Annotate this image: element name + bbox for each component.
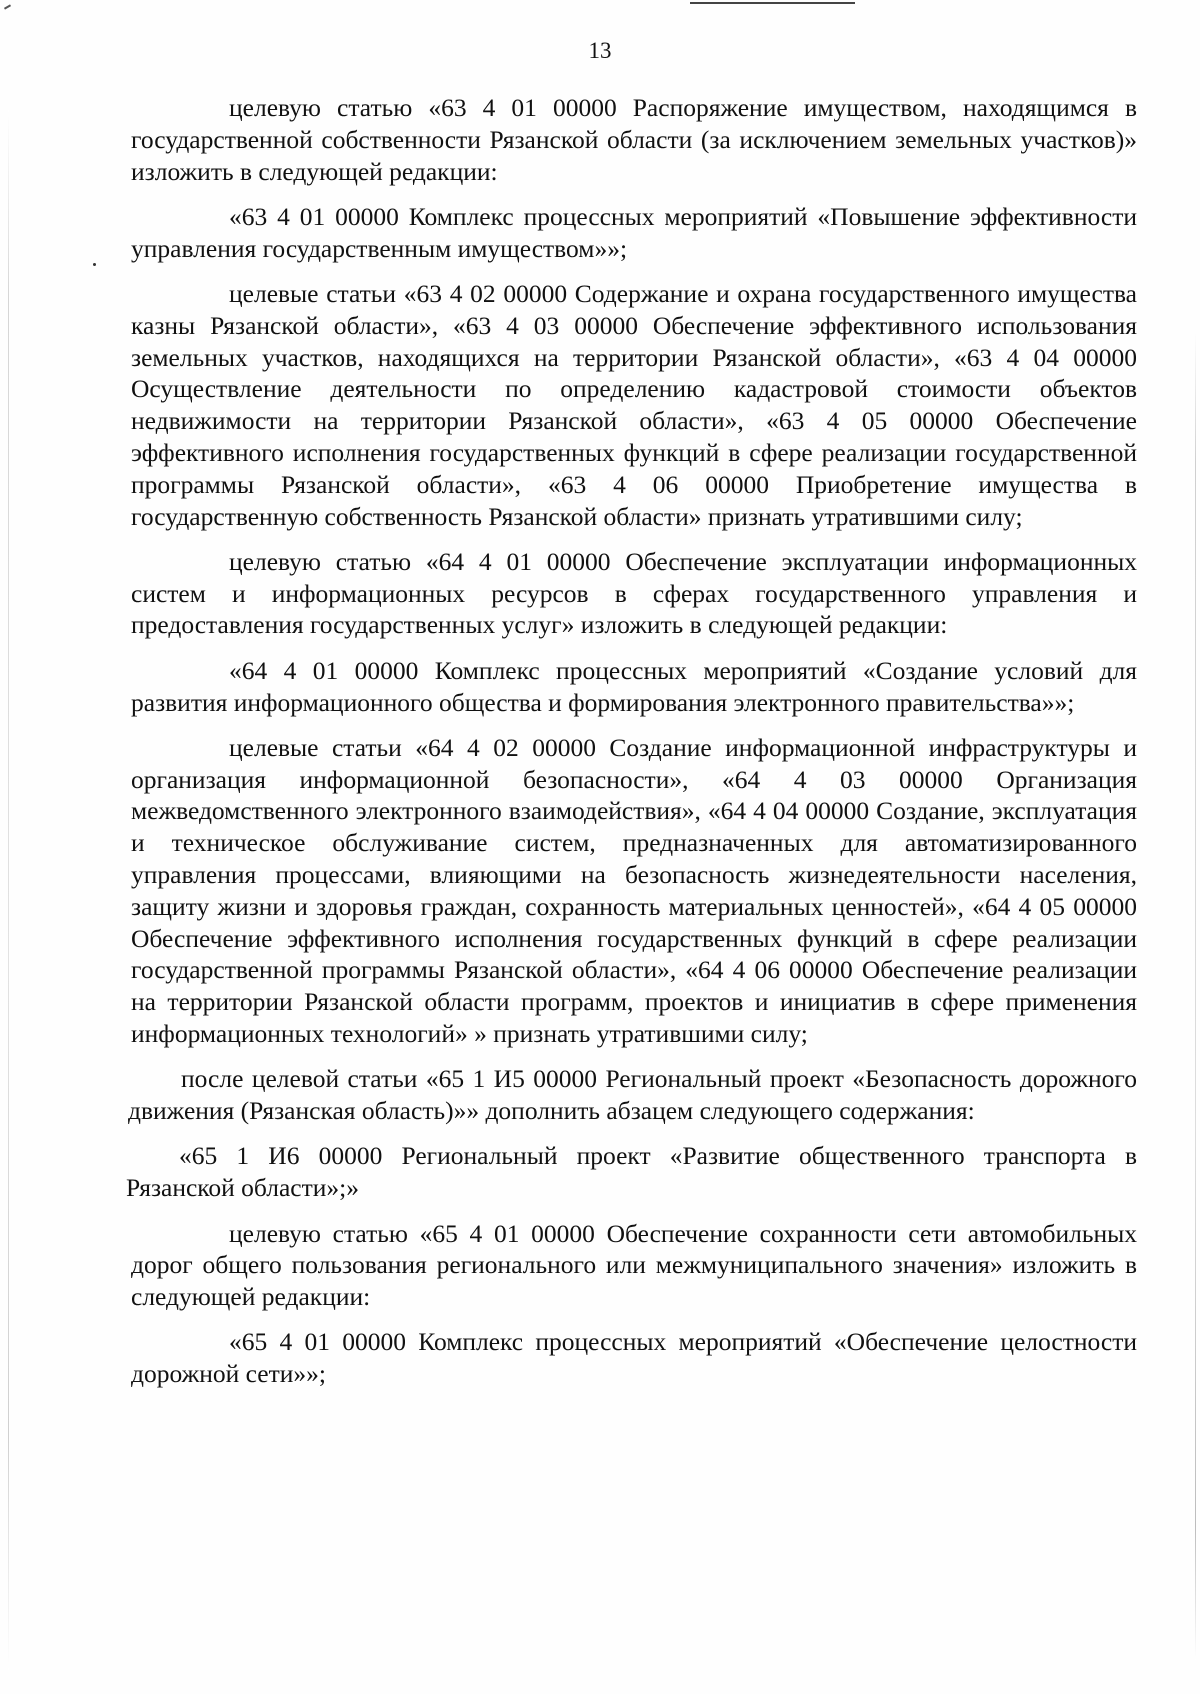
paragraph: «64 4 01 00000 Комплекс процессных мероприятий «Создание условий для развития информационного общества и формирования электронного правительства»»; (131, 655, 1137, 717)
document-body (126, 92, 1137, 1403)
paragraph: «65 1 И6 00000 Региональный проект «Развитие общественного транспорта в Рязанской области»;» (126, 1141, 1137, 1203)
paragraph: целевую статью «65 4 01 00000 Обеспечение сохранности сети автомобильных дорог общего пользования регионального или межмуниципального значения» изложить в следующей редакции: (131, 1218, 1137, 1312)
scan-artifact-dot (93, 263, 96, 266)
page-number: 13 (588, 38, 612, 63)
scan-artifact-corner (4, 4, 11, 9)
paragraph: «65 4 01 00000 Комплекс процессных мероприятий «Обеспечение целостности дорожной сети»»; (131, 1327, 1137, 1389)
scan-artifact-right-edge (1195, 330, 1196, 1660)
scan-artifact-left-edge (8, 110, 9, 1670)
paragraph: «63 4 01 00000 Комплекс процессных мероприятий «Повышение эффективности управления государственным имуществом»»; (131, 201, 1137, 263)
paragraph: целевые статьи «63 4 02 00000 Содержание и охрана государственного имущества казны Рязанской области», «63 4 03 00000 Обеспечение эффективного использования земельных участков, находящихся на территории Рязанской области», «63 4 04 00000 Осуществление деятельности по определению кадастровой стоимости объектов недвижимости на территории Рязанской области», «63 4 05 00000 Обеспечение эффективного исполнения государственных функций в сфере реализации государственной программы Рязанской области», «63 4 06 00000 Приобретение имущества в государственную собственность Рязанской области» признать утратившими силу; (131, 278, 1137, 531)
paragraph: после целевой статьи «65 1 И5 00000 Региональный проект «Безопасность дорожного движения (Рязанская область)»» дополнить абзацем следующего содержания: (128, 1064, 1137, 1126)
paragraph: целевую статью «63 4 01 00000 Распоряжение имуществом, находящимся в государственной собственности Рязанской области (за исключением земельных участков)» изложить в следующей редакции: (131, 93, 1137, 186)
scan-artifact-top (690, 2, 855, 4)
paragraph: целевую статью «64 4 01 00000 Обеспечение эксплуатации информационных систем и информационных ресурсов в сферах государственного управления и предоставления государственных услуг» изложить в следующей редакции: (131, 546, 1137, 640)
paragraph: целевые статьи «64 4 02 00000 Создание информационной инфраструктуры и организация информационной безопасности», «64 4 03 00000 Организация межведомственного электронного взаимодействия», «64 4 04 00000 Создание, эксплуатация и техническое обслуживание систем, предназначенных для автоматизированного управления процессами, влияющими на безопасность жизнедеятельности населения, защиту жизни и здоровья граждан, сохранность материальных ценностей», «64 4 05 00000 Обеспечение эффективного исполнения государственных функций в сфере реализации государственной программы Рязанской области», «64 4 06 00000 Обеспечение реализации на территории Рязанской области программ, проектов и инициатив в сфере применения информационных технологий» » признать утратившими силу; (131, 732, 1137, 1049)
